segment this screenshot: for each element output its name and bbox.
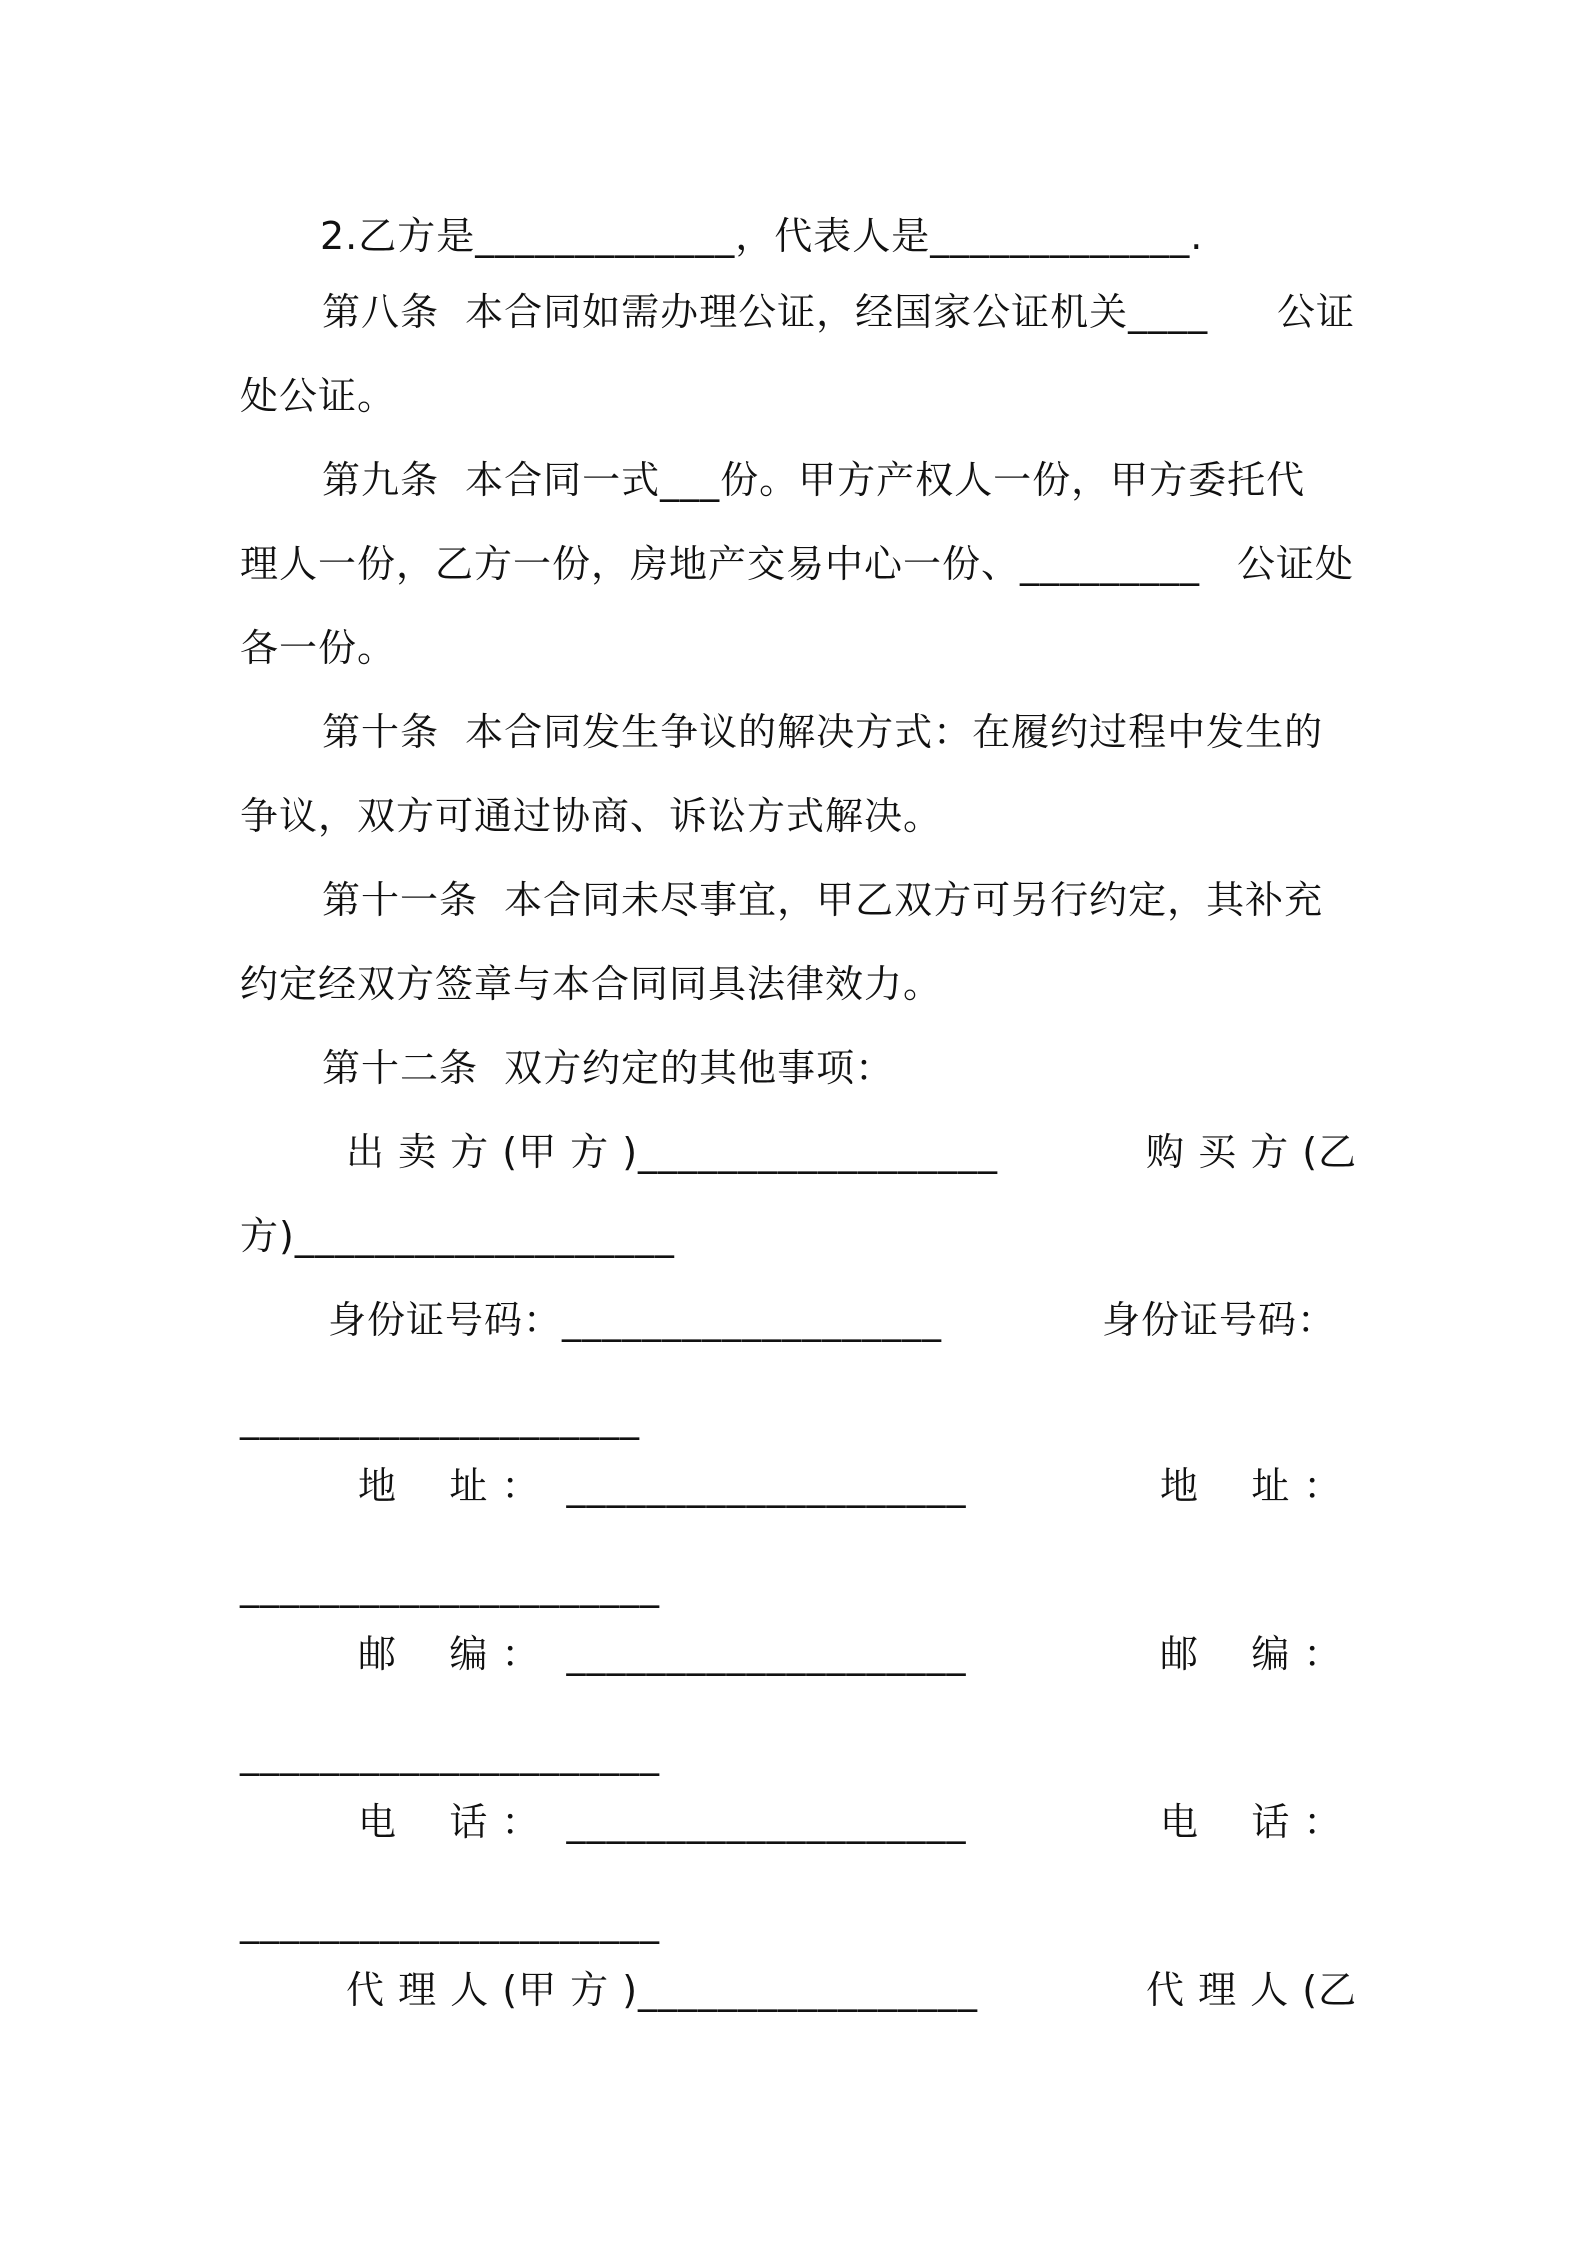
- id-blank-line: [0, 1392, 1586, 1444]
- article-10-cont: 争议，双方可通过协商、诉讼方式解决。: [240, 794, 943, 838]
- article-9-line-1: [0, 454, 1586, 506]
- article-9-tail: 公证处: [1237, 542, 1355, 586]
- address-blank-line: [0, 1560, 1586, 1612]
- agent-right: 代 理 人 (乙: [1146, 1968, 1358, 2012]
- zip-left: 邮 编 ： ____________________: [358, 1632, 967, 1676]
- id-left: 身份证号码：___________________: [328, 1298, 943, 1342]
- article-9-line-3: [0, 622, 1586, 674]
- address-line: [0, 1460, 1586, 1512]
- id-right: 身份证号码：: [1102, 1298, 1337, 1342]
- address-left: 地 址 ： ____________________: [358, 1464, 967, 1508]
- tel-blank: _____________________: [240, 1900, 660, 1944]
- address-blank: _____________________: [240, 1564, 660, 1608]
- article-9-cont: 理人一份，乙方一份，房地产交易中心一份、_________: [240, 542, 1201, 586]
- zip-right: 邮 编 ：: [1160, 1632, 1343, 1676]
- buyer-cont: 方)___________________: [240, 1214, 675, 1258]
- article-9-end: 各一份。: [240, 626, 397, 670]
- seller-line: [0, 1126, 1586, 1178]
- article-10-line-2: [0, 790, 1586, 842]
- party-b-text: 2.乙方是_____________，代表人是_____________.: [320, 214, 1204, 258]
- article-8-text: 第八条 本合同如需办理公证，经国家公证机关____: [322, 290, 1209, 334]
- tel-left: 电 话 ： ____________________: [358, 1800, 967, 1844]
- article-12-line: [0, 1042, 1586, 1094]
- zip-line: [0, 1628, 1586, 1680]
- article-10-line-1: [0, 706, 1586, 758]
- address-right: 地 址 ：: [1160, 1464, 1343, 1508]
- article-8-cont: 处公证。: [240, 374, 397, 418]
- article-8-line-2: [0, 370, 1586, 422]
- agent-line: [0, 1964, 1586, 2016]
- article-11-cont: 约定经双方签章与本合同同具法律效力。: [240, 962, 943, 1006]
- id-line: [0, 1294, 1586, 1346]
- id-blank: ____________________: [240, 1396, 640, 1440]
- seller-label: 出 卖 方 (甲 方 )__________________: [346, 1130, 999, 1174]
- tel-right: 电 话 ：: [1160, 1800, 1343, 1844]
- article-8-line-1: [0, 286, 1586, 338]
- zip-blank: _____________________: [240, 1732, 660, 1776]
- tel-blank-line: [0, 1896, 1586, 1948]
- buyer-label: 购 买 方 (乙: [1146, 1130, 1358, 1174]
- article-9-line-2: [0, 538, 1586, 590]
- buyer-line: [0, 1210, 1586, 1262]
- party-b-line: [0, 210, 1586, 262]
- article-12-text: 第十二条 双方约定的其他事项：: [322, 1046, 895, 1090]
- article-8-tail: 公证: [1277, 290, 1356, 334]
- article-9-text: 第九条 本合同一式___份。甲方产权人一份，甲方委托代: [322, 458, 1306, 502]
- tel-line: [0, 1796, 1586, 1848]
- agent-left: 代 理 人 (甲 方 )_________________: [346, 1968, 979, 2012]
- article-11-line-2: [0, 958, 1586, 1010]
- zip-blank-line: [0, 1728, 1586, 1780]
- article-10-text: 第十条 本合同发生争议的解决方式：在履约过程中发生的: [322, 710, 1324, 754]
- article-11-line-1: [0, 874, 1586, 926]
- article-11-text: 第十一条 本合同未尽事宜，甲乙双方可另行约定，其补充: [322, 878, 1324, 922]
